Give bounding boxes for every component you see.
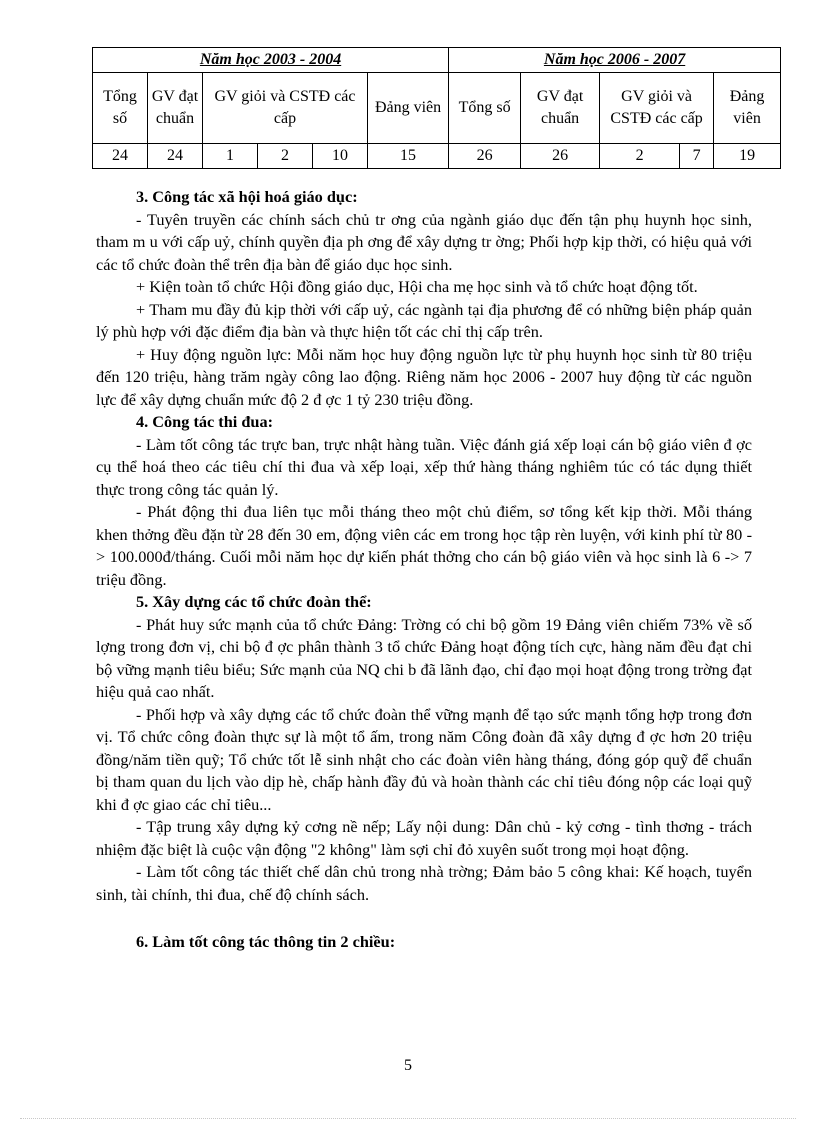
table-cell: 24 — [93, 144, 148, 169]
table-row — [93, 144, 781, 169]
staff-stats-table — [92, 47, 781, 169]
table-cell: 1 — [203, 144, 258, 169]
table-cell: 7 — [680, 144, 714, 169]
table-cell: 26 — [521, 144, 600, 169]
col-header-total: Tổng số — [93, 73, 148, 144]
body-paragraph: - Phối hợp và xây dựng các tổ chức đoàn thể vững mạnh để tạo sức mạnh tổng hợp trong đơn vị. Tổ chức công đoàn thực sự là một tổ ấm, trong năm Công đoàn đã xây dựng đ ợc hơn 20 triệu đồng/năm tiền quỹ; Tổ chức tốt lễ sinh nhật cho các đoàn viên hàng tháng, đóng góp quỹ để chuẩn bị tham quan du lịch vào dịp hè, chấp hành đầy đủ và hoàn thành các chỉ tiêu đóng nộp các loại quỹ khi đ ợc giao các chỉ tiêu... — [96, 704, 752, 814]
col-header-party-members: Đảng viên — [714, 73, 781, 144]
year-header-2003: Năm học 2003 - 2004 — [93, 48, 449, 73]
section-heading: 3. Công tác xã hội hoá giáo dục: — [136, 187, 358, 206]
body-paragraph: - Tuyên truyền các chính sách chủ tr ơng của ngành giáo dục đến tận phụ huynh học sinh, tham m u với cấp uỷ, chính quyền địa ph ơng để xây dựng tr ờng; Phối hợp kịp thời, có hiệu quả với các tổ chức đoàn thể trên địa bàn để giáo dục học sinh. — [96, 209, 752, 274]
table-cell: 2 — [600, 144, 680, 169]
year-header-2006: Năm học 2006 - 2007 — [449, 48, 781, 73]
body-paragraph: + Kiện toàn tổ chức Hội đồng giáo dục, Hội cha mẹ học sinh và tổ chức hoạt động tốt. — [136, 277, 698, 296]
body-paragraph: + Huy động nguồn lực: Mỗi năm học huy động nguồn lực từ phụ huynh học sinh từ 80 triệu đến 120 triệu, hàng trăm ngày công lao động. Riêng năm học 2006 - 2007 huy động từ các nguồn lực để xây dựng chuẩn mức độ 2 đ ợc 1 tỷ 230 triệu đồng. — [96, 344, 752, 409]
table-cell: 26 — [449, 144, 521, 169]
body-paragraph: - Tập trung xây dựng kỷ cơng nề nếp; Lấy nội dung: Dân chủ - kỷ cơng - tình thơng - trách nhiệm đặc biệt là cuộc vận động "2 không" làm sợi chỉ đỏ xuyên suốt trong mọi hoạt động. — [96, 817, 752, 859]
body-paragraph: + Tham mu đầy đủ kịp thời với cấp uỷ, các ngành tại địa phương để có những biện pháp quản lý phù hợp với đặc điểm địa bàn và thực hiện tốt các chỉ thị cấp trên. — [96, 299, 752, 341]
table-cell: 19 — [714, 144, 781, 169]
col-header-excellent-teachers: GV giỏi và CSTĐ các cấp — [600, 73, 714, 144]
page-bottom-divider — [20, 1118, 796, 1119]
body-paragraph: - Làm tốt công tác trực ban, trực nhật hàng tuần. Việc đánh giá xếp loại cán bộ giáo viên đ ợc cụ thể hoá theo các tiêu chí thi đua và xếp loại, xếp thứ hàng tháng nghiêm túc có tác dụng thiết thực trong công tác quản lý. — [96, 434, 752, 499]
section-spacer — [96, 906, 752, 931]
col-header-standard-teachers: GV đạt chuẩn — [148, 73, 203, 144]
col-header-excellent-teachers: GV giỏi và CSTĐ các cấp — [203, 73, 368, 144]
document-body — [96, 186, 752, 954]
body-paragraph: - Phát động thi đua liên tục mỗi tháng theo một chủ điểm, sơ tổng kết kịp thời. Mỗi tháng khen thởng đều đặn từ 28 đến 30 em, động viên các em trong học tập rèn luyện, với kinh phí từ 80 -> 100.000đ/tháng. Cuối mỗi năm học dự kiến phát thởng cho cán bộ giáo viên và học sinh là 6 -> 7 triệu đồng. — [96, 502, 752, 589]
section-heading: 6. Làm tốt công tác thông tin 2 chiều: — [136, 932, 396, 951]
section-heading: 4. Công tác thi đua: — [136, 412, 274, 431]
table-cell: 24 — [148, 144, 203, 169]
body-paragraph: - Làm tốt công tác thiết chế dân chủ trong nhà trờng; Đảm bảo 5 công khai: Kế hoạch, tuyển sinh, tài chính, thi đua, chế độ chính sách. — [96, 862, 752, 904]
table-cell: 2 — [258, 144, 313, 169]
col-header-party-members: Đảng viên — [368, 73, 449, 144]
table-cell: 10 — [313, 144, 368, 169]
col-header-standard-teachers: GV đạt chuẩn — [521, 73, 600, 144]
section-heading: 5. Xây dựng các tổ chức đoàn thể: — [136, 592, 372, 611]
page-number: 5 — [404, 1057, 412, 1074]
col-header-total: Tổng số — [449, 73, 521, 144]
table-cell: 15 — [368, 144, 449, 169]
body-paragraph: - Phát huy sức mạnh của tổ chức Đảng: Trờng có chi bộ gồm 19 Đảng viên chiếm 73% về số lợng trong đơn vị, chi bộ đ ợc phân thành 3 tổ chức Đảng hoạt động tích cực, hàng năm đều đạt chi bộ vững mạnh tiêu biểu; Sức mạnh của NQ chi b đã lãnh đạo, chỉ đạo mọi hoạt động trong trờng đạt hiệu quả cao nhất. — [96, 614, 752, 701]
